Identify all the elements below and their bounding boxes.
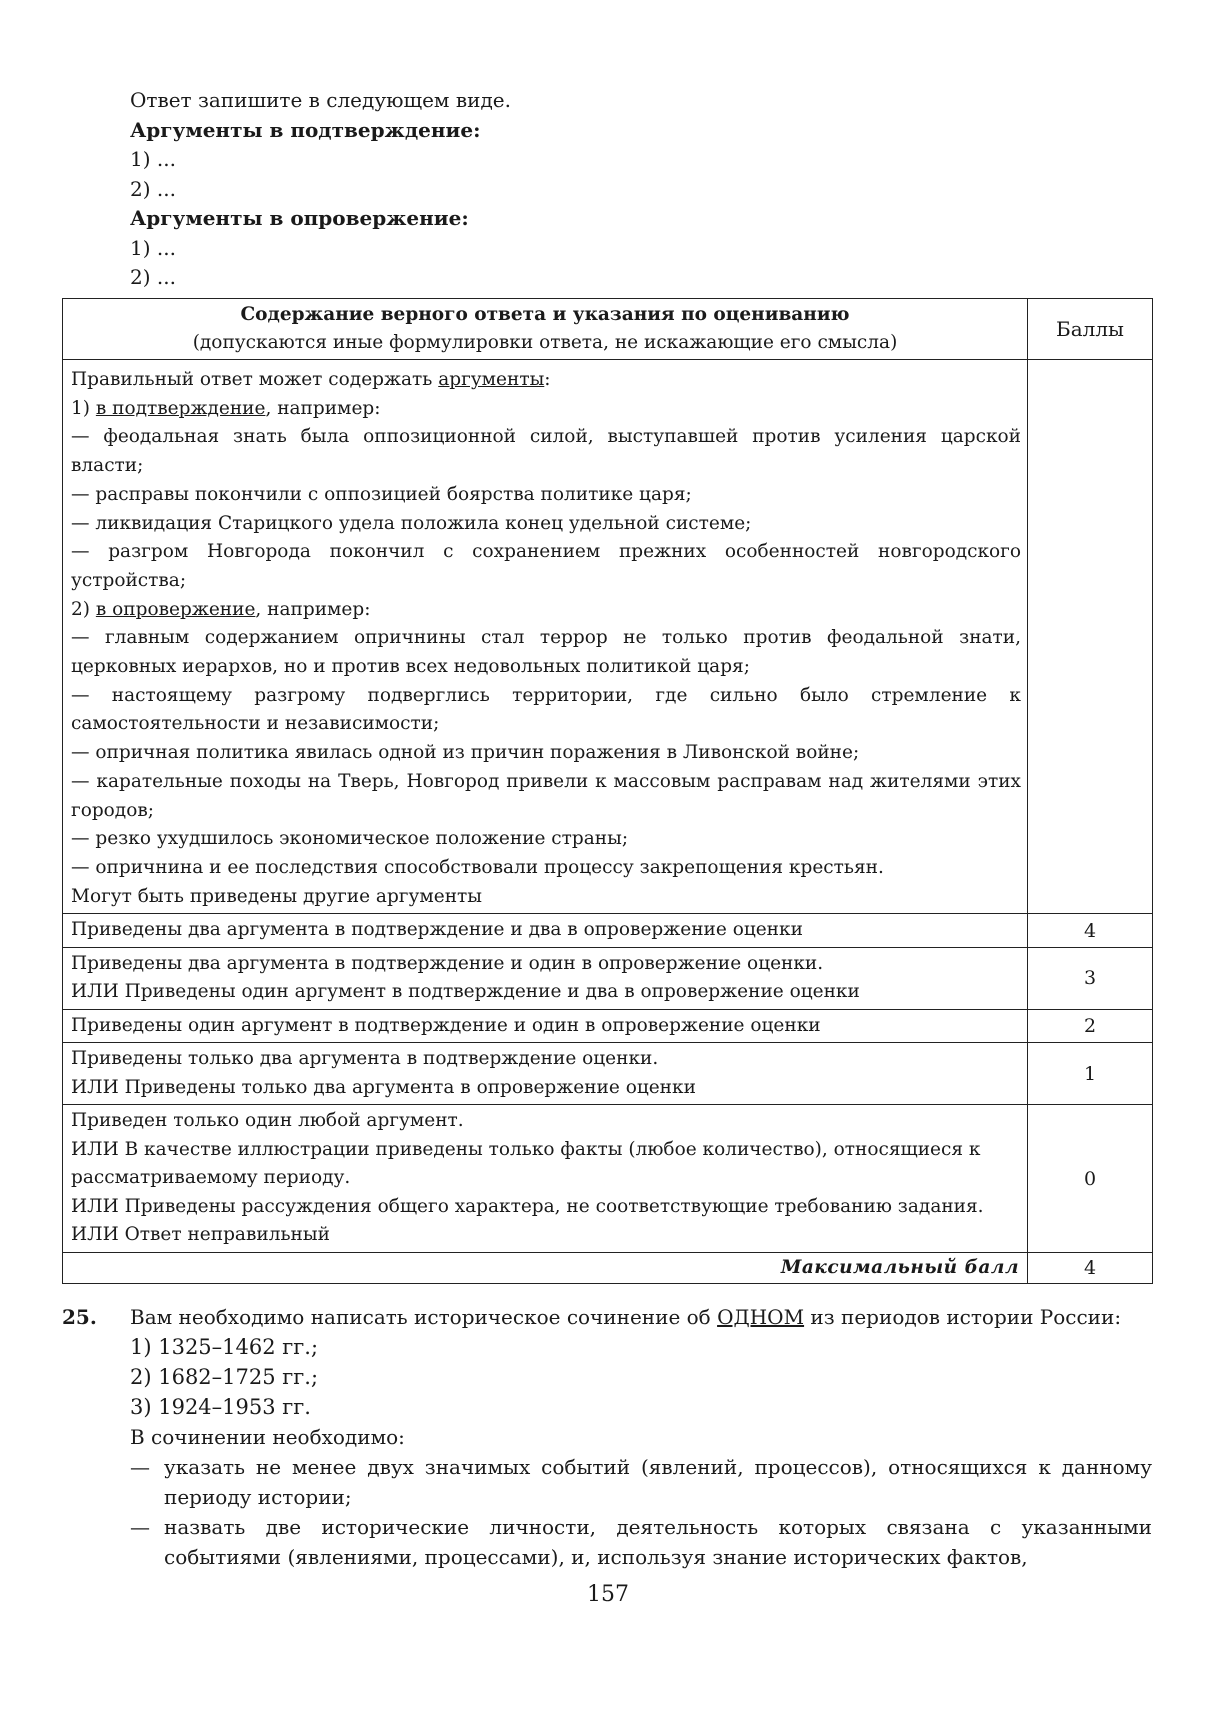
answer-closing: Могут быть приведены другие аргументы <box>71 885 483 907</box>
criteria-text: Приведены два аргумента в подтверждение и два в опровержение оценки <box>63 914 1028 948</box>
task-body <box>130 1302 1152 1572</box>
requirement-item: — назвать две исторические личности, деятельность которых связана с указанными событиями (явлениями, процессами), и, используя знание исторических фактов, <box>130 1512 1152 1572</box>
criteria-score: 0 <box>1028 1105 1153 1253</box>
refute-item: 1) ... <box>130 235 176 260</box>
header-subtitle: (допускаются иные формулировки ответа, не искажающие его смысла) <box>192 332 898 353</box>
criteria-score: 1 <box>1028 1043 1153 1105</box>
confirm-argument: — расправы покончили с оппозицией боярства политике царя; <box>71 483 692 505</box>
criteria-row <box>63 1043 1153 1105</box>
criteria-text: Приведены только два аргумента в подтверждение оценки. ИЛИ Приведены только два аргумента в опровержение оценки <box>63 1043 1028 1105</box>
refute-argument: — настоящему разгрому подверглись территории, где сильно было стремление к самостоятельности и независимости; <box>71 684 1021 735</box>
refute-section-label: 2) в опровержение, например: <box>71 598 371 620</box>
confirm-heading: Аргументы в подтверждение: <box>130 117 481 142</box>
criteria-row <box>63 947 1153 1009</box>
refute-argument: — опричная политика явилась одной из причин поражения в Ливонской войне; <box>71 742 860 764</box>
confirm-argument: — феодальная знать была оппозиционной силой, выступавшей против усиления царской власти; <box>71 426 1021 477</box>
header-content-cell <box>63 299 1028 360</box>
answer-format-lead: Ответ запишите в следующем виде. <box>130 88 511 112</box>
answer-format-instructions <box>130 86 511 293</box>
refute-heading: Аргументы в опровержение: <box>130 206 469 230</box>
criteria-score: 4 <box>1028 914 1153 948</box>
period-option: 2) 1682–1725 гг.; <box>130 1365 319 1389</box>
grading-criteria-table <box>62 298 1153 1284</box>
criteria-row <box>63 1009 1153 1043</box>
header-score-cell: Баллы <box>1028 299 1153 360</box>
period-option: 1) 1325–1462 гг.; <box>130 1335 319 1359</box>
requirements-heading: В сочинении необходимо: <box>130 1425 405 1449</box>
refute-argument: — главным содержанием опричнины стал террор не только против феодальной знати, церковных иерархов, но и против всех недовольных политикой царя; <box>71 627 1021 678</box>
table-header-row <box>63 299 1153 360</box>
header-title: Содержание верного ответа и указания по оцениванию <box>240 304 850 325</box>
refute-argument: — карательные походы на Тверь, Новгород привели к массовым расправам над жителями этих городов; <box>71 770 1021 821</box>
page-number: 157 <box>587 1582 629 1607</box>
confirm-item: 1) ... <box>130 147 176 171</box>
confirm-item: 2) ... <box>130 176 176 201</box>
criteria-text: Приведены один аргумент в подтверждение и один в опровержение оценки <box>63 1009 1028 1043</box>
criteria-text: Приведены два аргумента в подтверждение и один в опровержение оценки. ИЛИ Приведены один аргумент в подтверждение и два в опровержение оценки <box>63 947 1028 1009</box>
refute-argument: — резко ухудшилось экономическое положение страны; <box>71 828 629 850</box>
dash-marker: — <box>130 1515 150 1539</box>
criteria-row <box>63 914 1153 948</box>
answer-content-row <box>63 360 1153 914</box>
max-score-row <box>63 1252 1153 1283</box>
requirement-item: — указать не менее двух значимых событий (явлений, процессов), относящихся к данному периоду истории; <box>130 1452 1152 1512</box>
answer-score-cell <box>1028 360 1153 914</box>
criteria-score: 2 <box>1028 1009 1153 1043</box>
confirm-section-label: 1) в подтверждение, например: <box>71 397 381 419</box>
refute-item: 2) ... <box>130 265 176 289</box>
task-25 <box>62 1302 1152 1572</box>
confirm-argument: — ликвидация Старицкого удела положила конец удельной системе; <box>71 512 752 534</box>
criteria-row <box>63 1105 1153 1253</box>
criteria-text: Приведен только один любой аргумент. ИЛИ В качестве иллюстрации приведены только факты (любое количество), относящиеся к рассматриваемому периоду. ИЛИ Приведены рассуждения общего характера, не соответствующие требованию задания. ИЛИ Ответ неправильный <box>63 1105 1028 1253</box>
confirm-argument: — разгром Новгорода покончил с сохранением прежних особенностей новгородского устройства; <box>71 541 1021 591</box>
answer-intro: Правильный ответ может содержать аргументы: <box>71 369 551 390</box>
answer-content-cell <box>63 360 1028 914</box>
period-option: 3) 1924–1953 гг. <box>130 1395 311 1419</box>
max-score-label: Максимальный балл <box>63 1252 1028 1283</box>
task-prompt: Вам необходимо написать историческое сочинение об ОДНОМ из периодов истории России: <box>130 1305 1122 1329</box>
criteria-score: 3 <box>1028 947 1153 1009</box>
refute-argument: — опричнина и ее последствия способствовали процессу закрепощения крестьян. <box>71 856 884 878</box>
task-number: 25. <box>62 1305 97 1329</box>
dash-marker: — <box>130 1455 150 1479</box>
max-score-value: 4 <box>1028 1252 1153 1283</box>
